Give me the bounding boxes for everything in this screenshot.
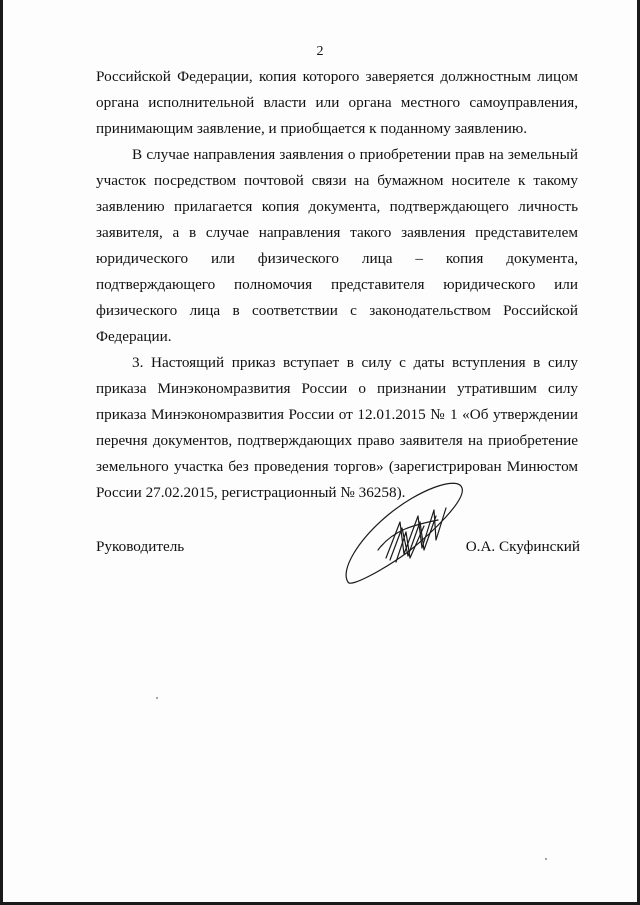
paragraph-postal-delivery: В случае направления заявления о приобретении прав на земельный участок посредством почтовой связи на бумажном носителе к такому заявлению прилагается копия документа, подтверждающего личность заявителя, а в случае направления такого заявления представителем юридического или физического лица – копия документа, подтверждающего полномочия представителя юридического или физического лица в соответствии с законодательством Российской Федерации. xyxy=(96,146,578,345)
signatory-name: О.А. Скуфинский xyxy=(465,538,580,555)
paragraph-effective-date: 3. Настоящий приказ вступает в силу с даты вступления в силу приказа Минэкономразвития России о признании утратившим силу приказа Минэкономразвития России от 12.01.2015 № 1 «Об утверждении перечня документов, подтверждающих право заявителя на приобретение земельного участка без проведения торгов» (зарегистрирован Минюстом России 27.02.2015, регистрационный № 36258). xyxy=(96,354,578,501)
scan-border-left xyxy=(0,0,3,905)
document-body xyxy=(96,64,578,506)
paragraph-continuation: Российской Федерации, копия которого заверяется должностным лицом органа исполнительной власти или органа местного самоуправления, принимающим заявление, и приобщается к поданному заявлению. xyxy=(96,68,578,137)
signatory-title: Руководитель xyxy=(96,538,185,555)
page-number: 2 xyxy=(316,44,324,59)
scan-speck xyxy=(156,697,158,699)
signature-mark xyxy=(338,470,468,590)
scan-speck xyxy=(545,858,547,860)
